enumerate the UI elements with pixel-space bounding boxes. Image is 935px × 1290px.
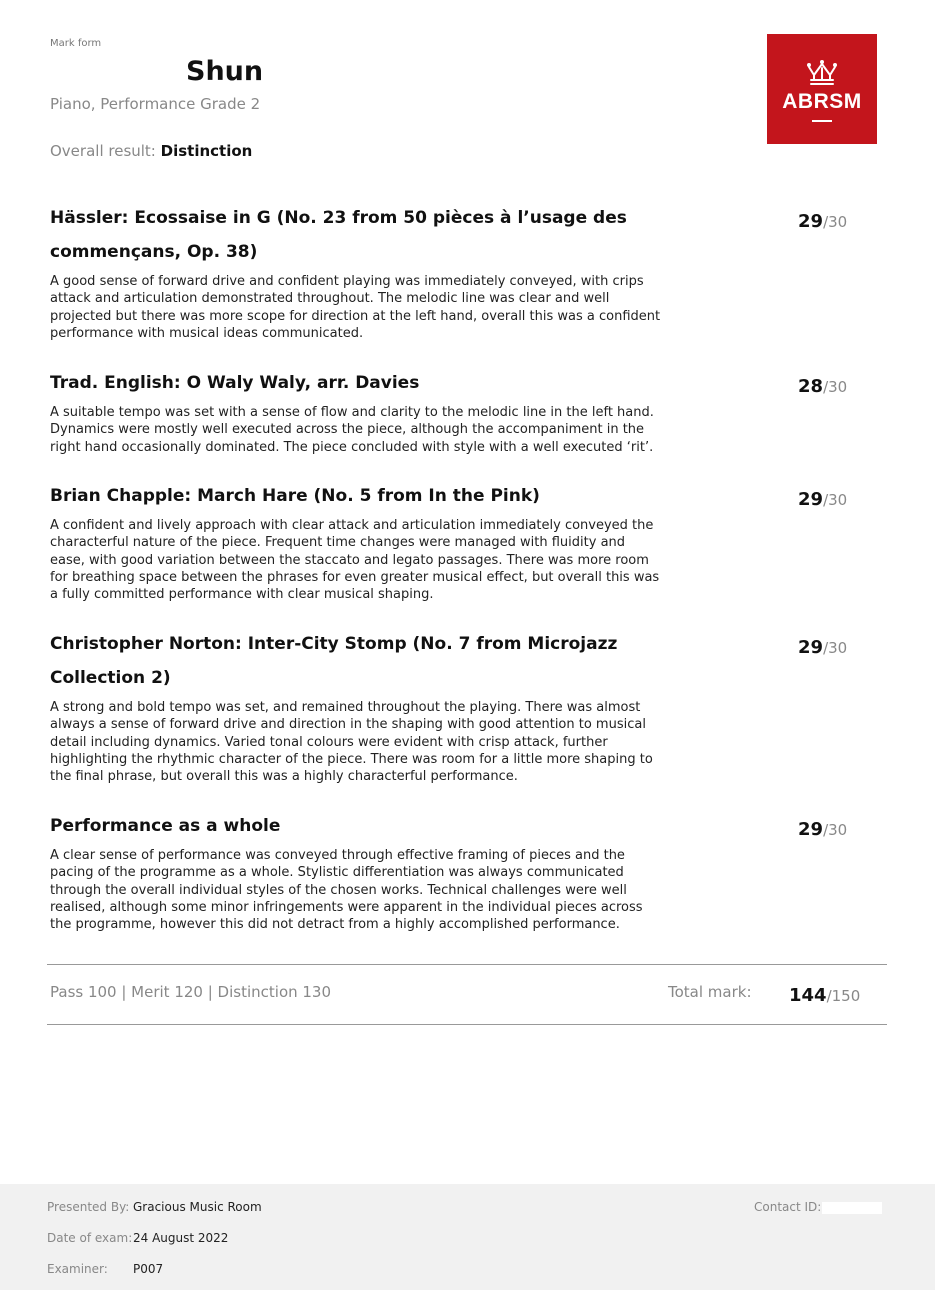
abrsm-logo xyxy=(767,34,877,144)
grade-thresholds: Pass 100 | Merit 120 | Distinction 130 xyxy=(50,983,332,1001)
contact-id-redacted xyxy=(822,1202,882,1214)
examiner-label: Examiner: xyxy=(47,1262,108,1276)
piece-section xyxy=(50,485,890,603)
piece-score xyxy=(798,211,847,232)
divider xyxy=(47,1024,887,1025)
presented-by-label: Presented By: xyxy=(47,1200,130,1214)
piece-section xyxy=(50,633,890,785)
piece-score-value: 29 xyxy=(798,211,824,232)
footer xyxy=(0,1184,935,1290)
piece-score-value: 29 xyxy=(798,637,824,658)
candidate-name: Shun xyxy=(186,56,264,87)
piece-score-max: /30 xyxy=(823,821,848,839)
total-mark-value: 144 xyxy=(789,985,827,1006)
piece-title: Hässler: Ecossaise in G (No. 23 from 50 pièces à l’usage des commençans, Op. 38) xyxy=(50,208,627,262)
divider xyxy=(47,964,887,965)
total-mark-max: /150 xyxy=(826,987,861,1005)
logo-text: ABRSM xyxy=(782,90,862,113)
exam-subject: Piano, Performance Grade 2 xyxy=(50,95,261,113)
piece-section xyxy=(50,815,890,933)
piece-score-value: 29 xyxy=(798,489,824,510)
logo-bar xyxy=(812,120,832,122)
overall-result xyxy=(50,142,252,160)
piece-comment: A good sense of forward drive and confident playing was immediately conveyed, with crips attack and articulation demonstrated throughout. The melodic line was clear and well projected but there was more scope for direction at the left hand, overall this was a confident performance with musical ideas communicated. xyxy=(50,274,661,341)
piece-comment: A clear sense of performance was conveyed through effective framing of pieces and the pacing of the programme as a whole. Stylistic differentiation was always communicated through the overall individual styles of the chosen works. Technical challenges were well realised, although some minor infringements were apparent in the individual pieces across the programme, however this did not detract from a highly accomplished performance. xyxy=(50,848,643,933)
total-mark-label: Total mark: xyxy=(668,983,752,1001)
piece-title: Brian Chapple: March Hare (No. 5 from In the Pink) xyxy=(50,486,540,506)
piece-score-value: 28 xyxy=(798,376,824,397)
piece-title: Performance as a whole xyxy=(50,816,281,836)
piece-score-max: /30 xyxy=(823,213,848,231)
examiner-value: P007 xyxy=(133,1262,164,1276)
piece-comment: A confident and lively approach with clear attack and articulation immediately conveyed the characterful nature of the piece. Frequent time changes were managed with fluidity and ease, with good variation between the staccato and legato passages. There was more room for breathing space between the phrases for even greater musical effect, but overall this was a fully committed performance with clear musical shaping. xyxy=(50,518,660,603)
contact-id-label: Contact ID: xyxy=(754,1200,822,1214)
piece-score-value: 29 xyxy=(798,819,824,840)
overall-result-label: Overall result: xyxy=(50,142,156,160)
piece-score-max: /30 xyxy=(823,639,848,657)
piece-score xyxy=(798,376,847,397)
piece-score-max: /30 xyxy=(823,491,848,509)
piece-section xyxy=(50,207,890,342)
piece-comment: A suitable tempo was set with a sense of flow and clarity to the melodic line in the left hand. Dynamics were mostly well executed across the piece, although the accompaniment in the right hand occasionally dominated. The piece concluded with style with a well executed ‘rit’. xyxy=(50,405,654,455)
piece-score xyxy=(798,489,847,510)
piece-comment: A strong and bold tempo was set, and remained throughout the playing. There was almost always a sense of forward drive and direction in the shaping with good attention to musical detail including dynamics. Varied tonal colours were evident with crisp attack, further highlighting the rhythmic character of the piece. There was room for a little more shaping to the final phrase, but overall this was a highly characterful performance. xyxy=(50,700,653,785)
piece-score-max: /30 xyxy=(823,378,848,396)
piece-section xyxy=(50,372,890,456)
crown-icon xyxy=(805,58,839,86)
piece-score xyxy=(798,819,847,840)
piece-score xyxy=(798,637,847,658)
exam-date-label: Date of exam: xyxy=(47,1231,133,1245)
exam-date-value: 24 August 2022 xyxy=(133,1231,229,1245)
presented-by-value: Gracious Music Room xyxy=(133,1200,262,1214)
piece-title: Christopher Norton: Inter-City Stomp (No. 7 from Microjazz Collection 2) xyxy=(50,634,618,688)
form-label: Mark form xyxy=(50,38,102,49)
total-mark xyxy=(789,985,860,1006)
overall-result-value: Distinction xyxy=(160,142,253,160)
piece-title: Trad. English: O Waly Waly, arr. Davies xyxy=(50,373,420,393)
